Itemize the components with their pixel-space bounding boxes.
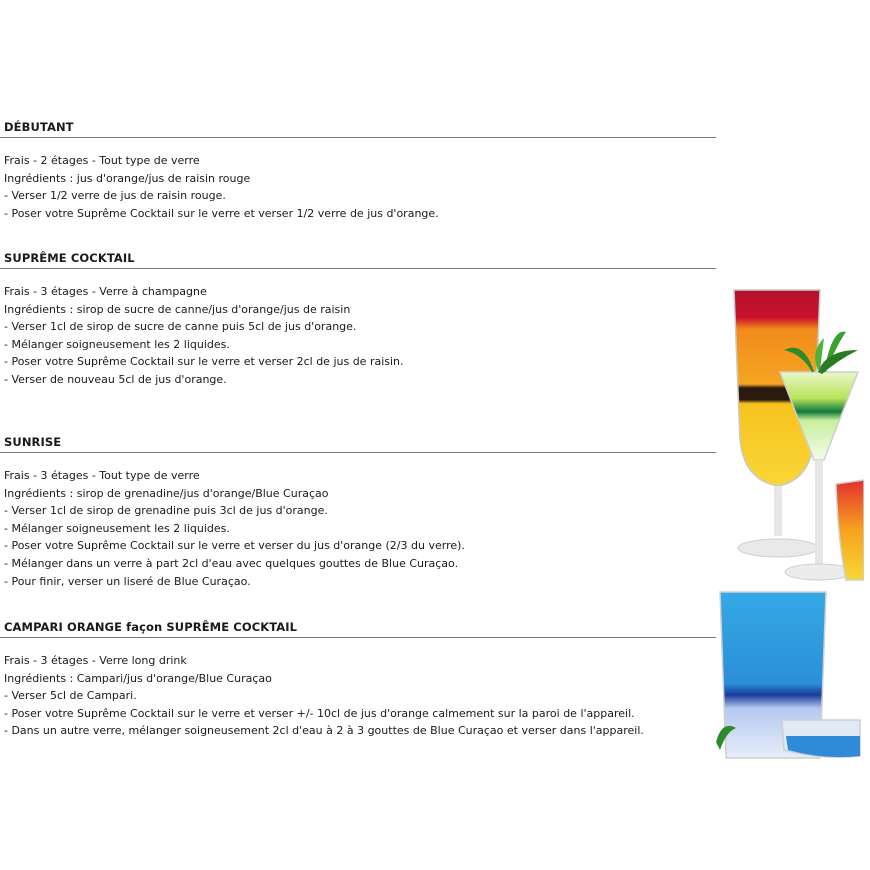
- recipe-instructions: [0, 453, 716, 590]
- recipe-title: SUNRISE: [0, 434, 716, 453]
- recipe-title: SUPRÊME COCKTAIL: [0, 250, 716, 269]
- recipe-supreme-cocktail: [0, 250, 716, 389]
- cocktail-glasses-illustration: [714, 280, 864, 760]
- recipe-line: Ingrédients : jus d'orange/jus de raisin rouge: [4, 171, 251, 185]
- recipe-line: Ingrédients : Campari/jus d'orange/Blue Curaçao: [4, 671, 272, 685]
- coupe-glass-icon: [782, 720, 860, 757]
- recipe-line: - Verser 1cl de sirop de sucre de canne puis 5cl de jus d'orange.: [4, 320, 357, 334]
- recipe-line: - Verser 1/2 verre de jus de raisin rouge.: [4, 189, 226, 203]
- recipe-line: - Verser 5cl de Campari.: [4, 689, 137, 703]
- recipe-debutant: [0, 119, 716, 222]
- recipe-line: - Dans un autre verre, mélanger soigneusement 2cl d'eau à 2 à 3 gouttes de Blue Curaçao et verser dans l'appareil.: [4, 724, 644, 738]
- recipe-line: - Mélanger soigneusement les 2 liquides.: [4, 337, 230, 351]
- recipe-line: - Pour finir, verser un liseré de Blue Curaçao.: [4, 574, 251, 588]
- recipe-title: CAMPARI ORANGE façon SUPRÊME COCKTAIL: [0, 619, 716, 638]
- recipe-instructions: [0, 638, 716, 740]
- recipe-line: - Verser 1cl de sirop de grenadine puis 3cl de jus d'orange.: [4, 504, 328, 518]
- recipe-line: - Mélanger dans un verre à part 2cl d'eau avec quelques gouttes de Blue Curaçao.: [4, 556, 459, 570]
- small-glass-icon: [836, 480, 864, 580]
- recipe-campari-orange: [0, 619, 716, 740]
- recipe-line: Frais - 3 étages - Tout type de verre: [4, 469, 200, 482]
- recipe-line: - Verser de nouveau 5cl de jus d'orange.: [4, 372, 227, 386]
- recipe-line: Frais - 2 étages - Tout type de verre: [4, 154, 200, 167]
- recipe-line: - Poser votre Suprême Cocktail sur le verre et verser 2cl de jus de raisin.: [4, 355, 404, 369]
- recipe-line: - Mélanger soigneusement les 2 liquides.: [4, 521, 230, 535]
- recipe-title: DÉBUTANT: [0, 119, 716, 138]
- recipe-sunrise: [0, 434, 716, 590]
- recipe-line: Frais - 3 étages - Verre long drink: [4, 654, 187, 667]
- recipe-line: Frais - 3 étages - Verre à champagne: [4, 285, 207, 298]
- recipe-line: - Poser votre Suprême Cocktail sur le verre et verser du jus d'orange (2/3 du verre).: [4, 539, 465, 553]
- recipe-line: Ingrédients : sirop de sucre de canne/jus d'orange/jus de raisin: [4, 302, 351, 316]
- recipe-instructions: [0, 138, 716, 222]
- recipe-line: - Poser votre Suprême Cocktail sur le verre et verser 1/2 verre de jus d'orange.: [4, 206, 439, 220]
- recipe-instructions: [0, 269, 716, 389]
- recipe-line: Ingrédients : sirop de grenadine/jus d'orange/Blue Curaçao: [4, 486, 329, 500]
- recipe-line: - Poser votre Suprême Cocktail sur le verre et verser +/- 10cl de jus d'orange calmement sur la paroi de l'appareil.: [4, 706, 635, 720]
